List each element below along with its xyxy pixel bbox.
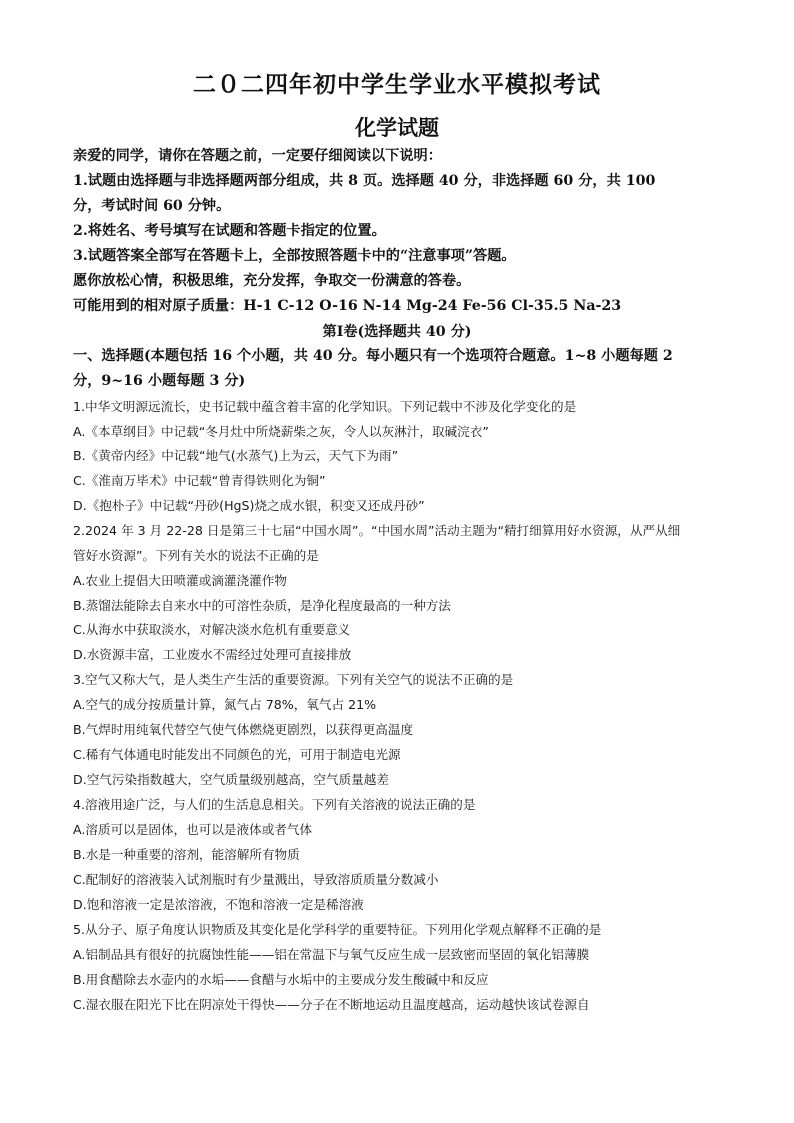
question-4-option-a: A.溶质可以是固体，也可以是液体或者气体: [73, 822, 313, 837]
atomic-masses: 可能用到的相对原子质量：H-1 C-12 O-16 N-14 Mg-24 Fe-56 Cl-35.5 Na-23: [73, 298, 622, 314]
exam-title: 二０二四年初中学生学业水平模拟考试: [193, 71, 601, 98]
question-1-stem: 1.中华文明源远流长，史书记载中蕴含着丰富的化学知识。下列记载中不涉及化学变化的是: [73, 399, 577, 414]
question-5-stem: 5.从分子、原子角度认识物质及其变化是化学科学的重要特征。下列用化学观点解释不正确的是: [73, 922, 602, 937]
question-3-option-d: D.空气污染指数越大，空气质量级别越高，空气质量越差: [73, 772, 389, 787]
question-2-option-c: C.从海水中获取淡水，对解决淡水危机有重要意义: [73, 622, 351, 637]
question-3-option-b: B.气焊时用纯氧代替空气使气体燃烧更剧烈，以获得更高温度: [73, 722, 414, 737]
question-1-option-a: A.《本草纲目》中记载“冬月灶中所烧薪柴之灰，令人以灰淋汁，取碱浣衣”: [73, 424, 489, 439]
instruction-item-3: 3.试题答案全部写在答题卡上，全部按照答题卡中的“注意事项”答题。: [73, 248, 516, 264]
instruction-item-1-line-2: 分，考试时间 60 分钟。: [73, 198, 231, 214]
instruction-item-1-line-1: 1.试题由选择题与非选择题两部分组成，共 8 页。选择题 40 分，非选择题 60 分，共 100: [73, 173, 656, 189]
question-1-option-c: C.《淮南万毕术》中记载“曾青得铁则化为铜”: [73, 473, 326, 488]
part-instructions-line-2: 分，9~16 小题每题 3 分): [73, 373, 246, 389]
instruction-wish: 愿你放松心情，积极思维，充分发挥，争取交一份满意的答卷。: [73, 273, 471, 289]
exam-subtitle: 化学试题: [355, 115, 439, 140]
question-4-option-b: B.水是一种重要的溶剂，能溶解所有物质: [73, 847, 300, 862]
question-5-option-c: C.湿衣服在阳光下比在阴凉处干得快——分子在不断地运动且温度越高，运动越快该试卷源自: [73, 997, 590, 1012]
question-2-option-b: B.蒸馏法能除去自来水中的可溶性杂质，是净化程度最高的一种方法: [73, 598, 451, 613]
question-2-stem-line-2: 管好水资源”。下列有关水的说法不正确的是: [73, 548, 319, 563]
question-4-stem: 4.溶液用途广泛，与人们的生活息息相关。下列有关溶液的说法正确的是: [73, 797, 476, 812]
question-4-option-c: C.配制好的溶液装入试剂瓶时有少量溅出，导致溶质质量分数减小: [73, 872, 439, 887]
question-4-option-d: D.饱和溶液一定是浓溶液，不饱和溶液一定是稀溶液: [73, 897, 364, 912]
question-2-stem-line-1: 2.2024 年 3 月 22-28 日是第三十七届“中国水周”。“中国水周”活动主题为“精打细算用好水资源，从严从细: [73, 523, 681, 538]
question-3-option-a: A.空气的成分按质量计算，氮气占 78%，氧气占 21%: [73, 697, 377, 712]
question-3-option-c: C.稀有气体通电时能发出不同颜色的光，可用于制造电光源: [73, 747, 401, 762]
instruction-item-2: 2.将姓名、考号填写在试题和答题卡指定的位置。: [73, 223, 386, 239]
question-1-option-d: D.《抱朴子》中记载“丹砂(HgS)烧之成水银，积变又还成丹砂”: [73, 498, 425, 513]
instructions-intro: 亲爱的同学，请你在答题之前，一定要仔细阅读以下说明：: [73, 148, 442, 164]
section-heading: 第Ⅰ卷(选择题共 40 分): [322, 324, 472, 340]
question-3-stem: 3.空气又称大气，是人类生产生活的重要资源。下列有关空气的说法不正确的是: [73, 672, 514, 687]
question-2-option-d: D.水资源丰富，工业废水不需经过处理可直接排放: [73, 647, 352, 662]
question-2-option-a: A.农业上提倡大田喷灌或滴灌浇灌作物: [73, 573, 287, 588]
question-5-option-a: A.铝制品具有很好的抗腐蚀性能——铝在常温下与氧气反应生成一层致密而坚固的氧化铝薄膜: [73, 947, 590, 962]
part-instructions-line-1: 一、选择题(本题包括 16 个小题，共 40 分。每小题只有一个选项符合题意。1~8 小题每题 2: [73, 348, 673, 364]
question-1-option-b: B.《黄帝内经》中记载“地气(水蒸气)上为云，天气下为雨”: [73, 448, 399, 463]
question-5-option-b: B.用食醋除去水壶内的水垢——食醋与水垢中的主要成分发生酸碱中和反应: [73, 972, 489, 987]
